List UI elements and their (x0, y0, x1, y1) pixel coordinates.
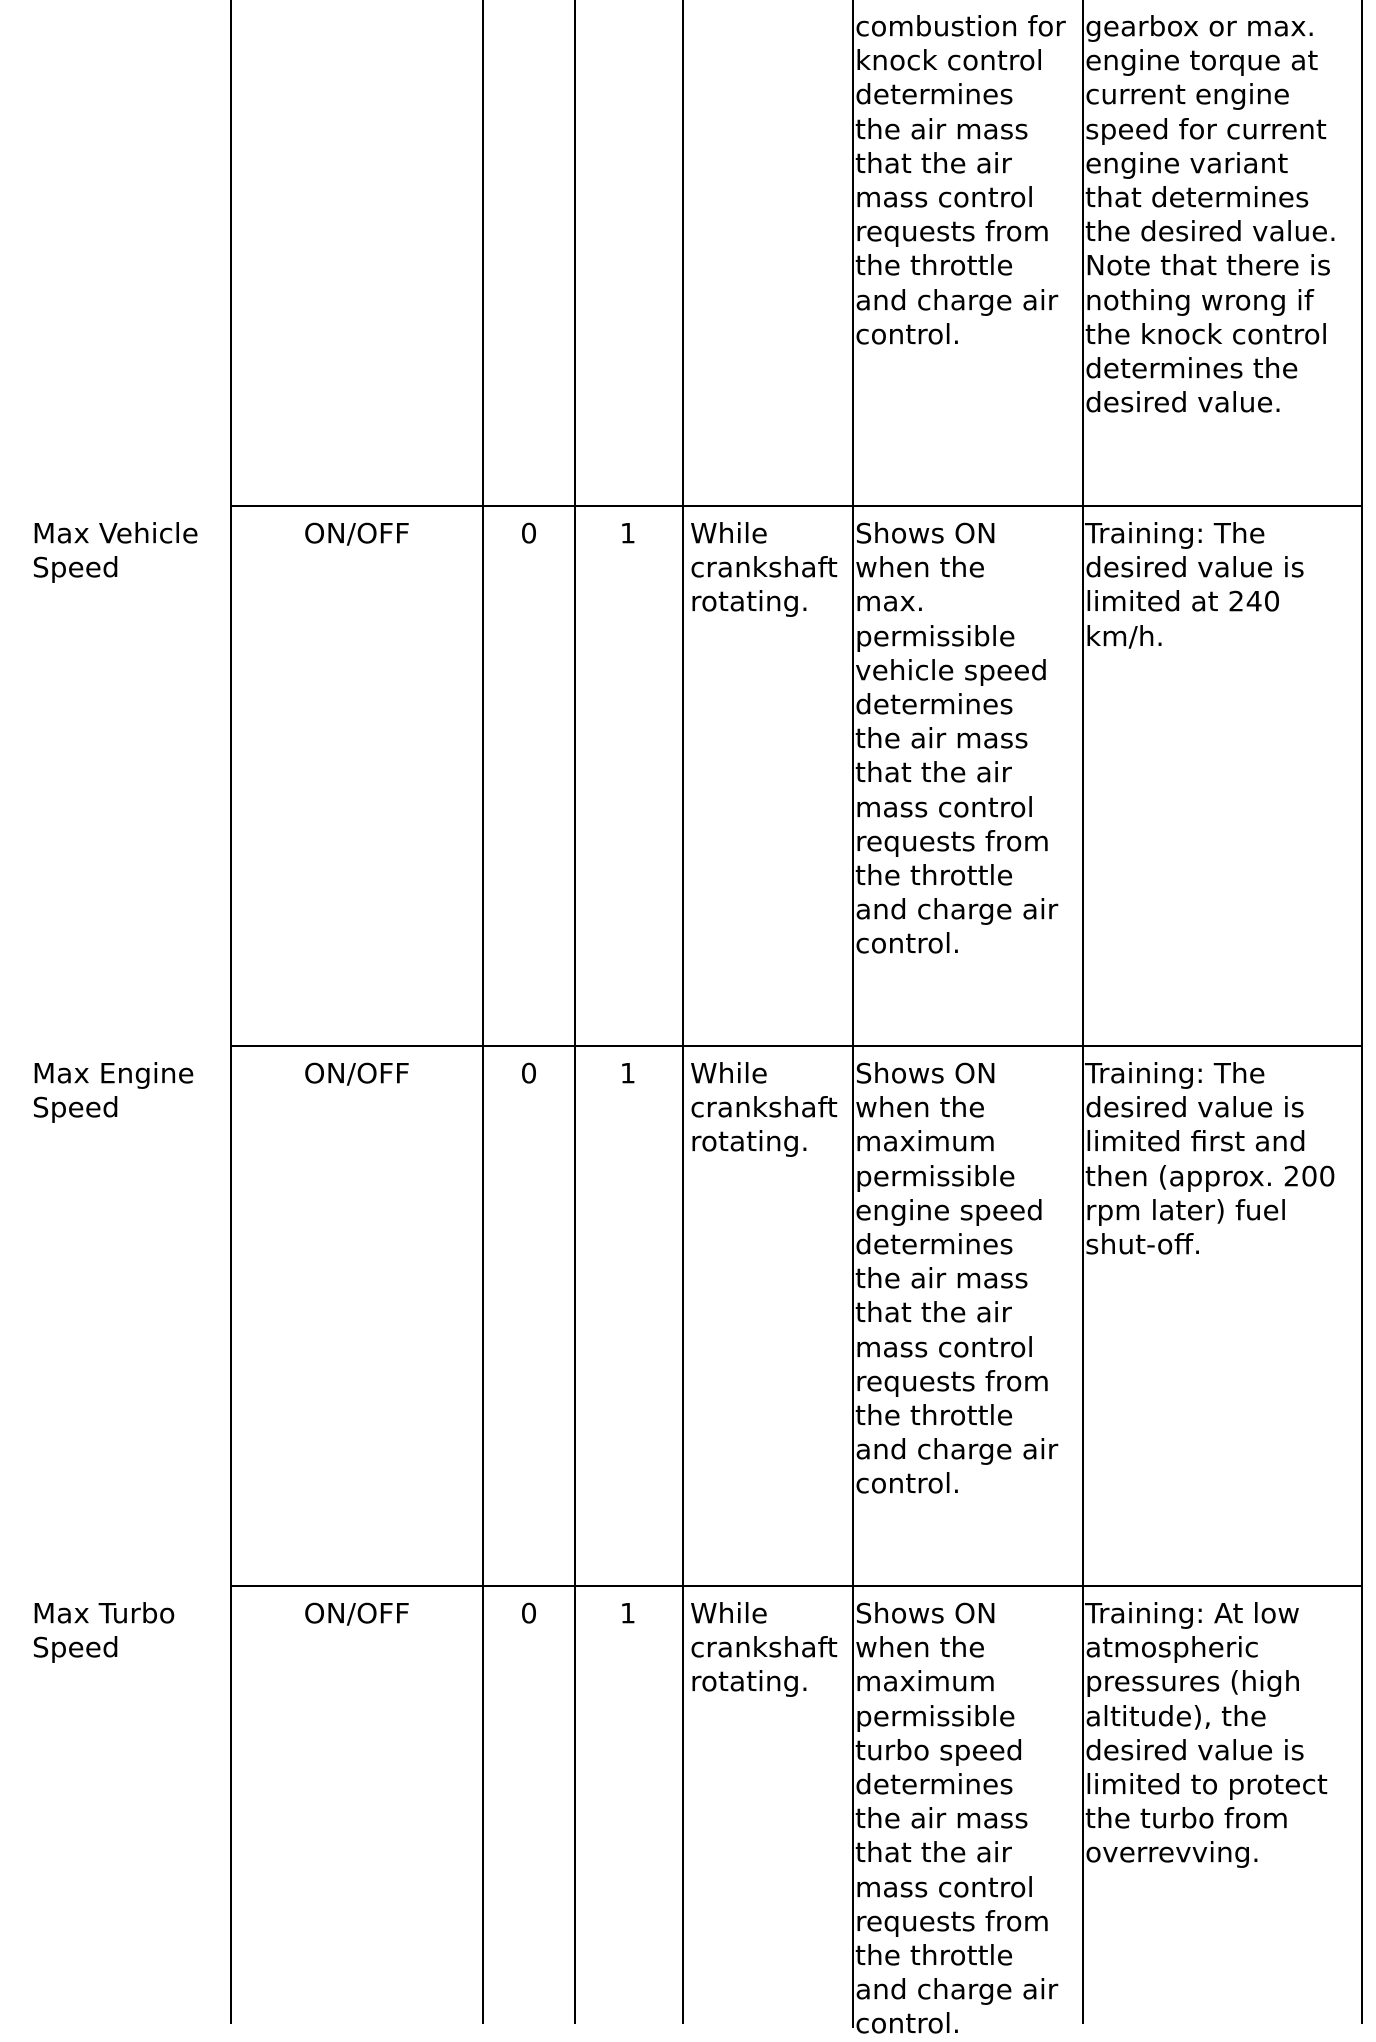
description-cell: Shows ON when the maximum permissible turbo speed determines the air mass that the air mass control requests from the throttle and charge air control. (855, 1597, 1059, 2041)
column-divider (682, 0, 684, 2024)
column-divider (1082, 0, 1084, 2024)
max-value-cell: 1 (619, 1597, 637, 1630)
row-divider (231, 1585, 1363, 1587)
column-divider (230, 0, 232, 2024)
description-cell: combustion for knock control determines the air mass that the air mass control requests from the throttle and charge air control. (855, 10, 1066, 351)
condition-cell: While crankshaft rotating. (690, 1597, 838, 1699)
notes-cell: Training: At low atmospheric pressures (high altitude), the desired value is limited to protect the turbo from overrevving. (1085, 1597, 1328, 1870)
column-divider (852, 0, 854, 2028)
column-divider (482, 0, 484, 2024)
min-value-cell: 0 (520, 517, 538, 550)
parameter-name-cell: Max Vehicle Speed (32, 517, 199, 585)
notes-cell: gearbox or max. engine torque at current engine speed for current engine variant that determines the desired value. Note that there is nothing wrong if the knock control determines the desired value. (1085, 10, 1338, 420)
parameter-name-cell: Max Turbo Speed (32, 1597, 176, 1665)
column-divider (574, 0, 576, 2024)
description-cell: Shows ON when the max. permissible vehicle speed determines the air mass that the air mass control requests from the throttle and charge air control. (855, 517, 1059, 961)
min-value-cell: 0 (520, 1597, 538, 1630)
row-divider (231, 505, 1363, 507)
unit-cell: ON/OFF (303, 1057, 411, 1090)
max-value-cell: 1 (619, 1057, 637, 1090)
description-cell: Shows ON when the maximum permissible engine speed determines the air mass that the air mass control requests from the throttle and charge air control. (855, 1057, 1059, 1501)
row-divider (231, 1045, 1363, 1047)
notes-cell: Training: The desired value is limited at 240 km/h. (1085, 517, 1305, 653)
condition-cell: While crankshaft rotating. (690, 517, 838, 619)
unit-cell: ON/OFF (303, 1597, 411, 1630)
min-value-cell: 0 (520, 1057, 538, 1090)
parameter-name-cell: Max Engine Speed (32, 1057, 195, 1125)
condition-cell: While crankshaft rotating. (690, 1057, 838, 1159)
max-value-cell: 1 (619, 517, 637, 550)
notes-cell: Training: The desired value is limited first and then (approx. 200 rpm later) fuel shut-off. (1085, 1057, 1337, 1262)
unit-cell: ON/OFF (303, 517, 411, 550)
